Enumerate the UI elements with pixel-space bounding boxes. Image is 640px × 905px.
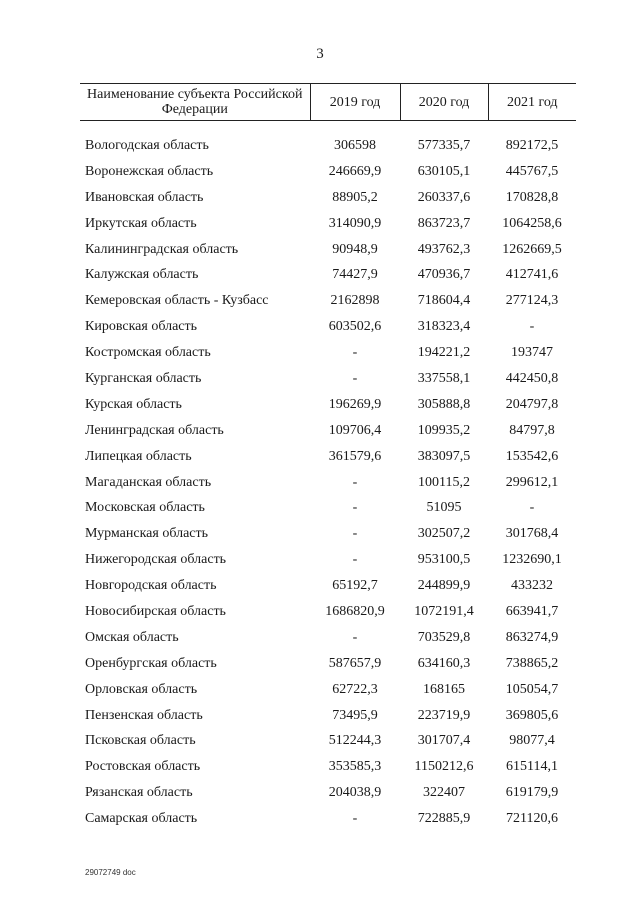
region-name: Псковская область [85, 733, 196, 749]
value-2021: 204797,8 [505, 396, 559, 412]
value-2021: 442450,8 [505, 370, 559, 386]
table-row [80, 651, 576, 677]
table-row [80, 133, 576, 159]
region-name: Оренбургская область [85, 655, 217, 671]
value-2019: 512244,3 [328, 733, 382, 749]
table-row [80, 211, 576, 237]
table-row [80, 314, 576, 340]
table-row [80, 159, 576, 185]
value-2019: 603502,6 [328, 319, 382, 335]
value-2021: 170828,8 [505, 189, 559, 205]
region-name: Нижегородская область [85, 552, 227, 568]
region-name: Ивановская область [85, 189, 204, 205]
value-2019: 587657,9 [328, 655, 382, 671]
region-name: Самарская область [85, 811, 198, 827]
table-row [80, 547, 576, 573]
region-name: Мурманская область [85, 526, 209, 542]
table-spacer [80, 121, 576, 134]
value-2021: 369805,6 [505, 707, 559, 723]
value-2021: 892172,5 [505, 137, 559, 153]
value-2019: 73495,9 [332, 707, 378, 723]
table-row [80, 677, 576, 703]
value-2019: 109706,4 [328, 422, 382, 438]
value-2019: 353585,3 [328, 759, 382, 775]
value-2019: 74427,9 [332, 267, 378, 283]
value-2021: 615114,1 [506, 759, 558, 775]
table-row [80, 262, 576, 288]
value-2019: 90948,9 [332, 241, 378, 257]
value-2020: 194221,2 [417, 345, 471, 361]
value-2020: 260337,6 [417, 189, 471, 205]
value-2020: 493762,3 [417, 241, 471, 257]
value-2020: 1150212,6 [414, 759, 474, 775]
table-row [80, 418, 576, 444]
value-2020: 168165 [423, 681, 465, 697]
value-2021: 738865,2 [505, 655, 559, 671]
table-body [80, 121, 576, 833]
value-2020: 301707,4 [417, 733, 471, 749]
page-number: 3 [316, 46, 324, 62]
region-name: Ленинградская область [85, 422, 224, 438]
region-name: Пензенская область [85, 707, 203, 723]
document-id: 29072749 doc [85, 868, 136, 877]
table-row [80, 340, 576, 366]
value-2021: 433232 [511, 578, 553, 594]
value-2019: - [352, 552, 358, 568]
value-2019: - [352, 629, 358, 645]
table-row [80, 780, 576, 806]
table-row [80, 392, 576, 418]
region-name: Вологодская область [85, 137, 209, 153]
region-name: Кемеровская область - Кузбасс [85, 293, 269, 309]
value-2021: 301768,4 [505, 526, 559, 542]
region-name: Новгородская область [85, 578, 217, 594]
region-name: Курганская область [85, 370, 202, 386]
table-row [80, 470, 576, 496]
table-row [80, 444, 576, 470]
value-2019: 1686820,9 [325, 603, 385, 619]
value-2020: 305888,8 [417, 396, 471, 412]
region-name: Кировская область [85, 319, 198, 335]
value-2019: 314090,9 [328, 215, 382, 231]
value-2019: 88905,2 [332, 189, 378, 205]
region-name: Омская область [85, 629, 179, 645]
value-2019: 204038,9 [328, 785, 382, 801]
value-2021: 105054,7 [505, 681, 559, 697]
value-2020: 109935,2 [417, 422, 471, 438]
value-2020: 322407 [423, 785, 465, 801]
value-2021: 277124,3 [505, 293, 559, 309]
region-name: Магаданская область [85, 474, 212, 490]
table-header-row [80, 84, 576, 121]
region-name: Липецкая область [85, 448, 192, 464]
region-name: Курская область [85, 396, 182, 412]
table-row [80, 521, 576, 547]
value-2020: 863723,7 [417, 215, 471, 231]
region-name: Иркутская область [85, 215, 197, 231]
value-2020: 223719,9 [417, 707, 471, 723]
table-row [80, 599, 576, 625]
value-2019: 65192,7 [332, 578, 378, 594]
region-name: Костромская область [85, 345, 211, 361]
value-2019: - [352, 526, 358, 542]
table-row [80, 703, 576, 729]
value-2020: 577335,7 [417, 137, 471, 153]
header-region-name: Наименование субъекта Российской Федерации [80, 84, 310, 121]
value-2021: - [529, 319, 535, 335]
value-2020: 718604,4 [417, 293, 471, 309]
value-2019: - [352, 345, 358, 361]
value-2020: 722885,9 [417, 811, 471, 827]
value-2019: 361579,6 [328, 448, 382, 464]
table-row [80, 237, 576, 263]
regions-table [80, 83, 576, 832]
table-row [80, 625, 576, 651]
value-2021: 98077,4 [509, 733, 555, 749]
value-2019: 2162898 [330, 293, 380, 309]
table-row [80, 288, 576, 314]
table-row [80, 806, 576, 832]
table-row [80, 185, 576, 211]
value-2021: 863274,9 [505, 629, 559, 645]
table-row [80, 573, 576, 599]
value-2021: 412741,6 [505, 267, 559, 283]
value-2021: 663941,7 [505, 603, 559, 619]
value-2021: - [529, 500, 535, 516]
value-2019: - [352, 811, 358, 827]
value-2019: - [352, 500, 358, 516]
value-2020: 302507,2 [417, 526, 471, 542]
table-row [80, 366, 576, 392]
value-2021: 84797,8 [509, 422, 555, 438]
value-2019: 306598 [334, 137, 376, 153]
table-row [80, 754, 576, 780]
value-2020: 470936,7 [417, 267, 471, 283]
value-2020: 703529,8 [417, 629, 471, 645]
value-2019: 246669,9 [328, 163, 382, 179]
value-2020: 100115,2 [418, 474, 470, 490]
header-year-2019: 2019 год [310, 84, 400, 121]
value-2020: 1072191,4 [414, 603, 474, 619]
value-2020: 634160,3 [417, 655, 471, 671]
region-name: Калужская область [85, 267, 199, 283]
value-2020: 51095 [426, 500, 462, 516]
region-name: Калининградская область [85, 241, 239, 257]
region-name: Воронежская область [85, 163, 214, 179]
value-2021: 721120,6 [506, 811, 558, 827]
value-2020: 383097,5 [417, 448, 471, 464]
value-2020: 337558,1 [417, 370, 471, 386]
value-2019: - [352, 474, 358, 490]
region-name: Ростовская область [85, 759, 201, 775]
value-2021: 1262669,5 [502, 241, 562, 257]
value-2021: 299612,1 [505, 474, 559, 490]
region-name: Рязанская область [85, 785, 193, 801]
value-2019: - [352, 370, 358, 386]
region-name: Новосибирская область [85, 603, 226, 619]
value-2021: 1064258,6 [502, 215, 562, 231]
table-row [80, 495, 576, 521]
value-2020: 318323,4 [417, 319, 471, 335]
region-name: Московская область [85, 500, 205, 516]
value-2020: 953100,5 [417, 552, 471, 568]
value-2020: 244899,9 [417, 578, 471, 594]
header-year-2021: 2021 год [488, 84, 576, 121]
value-2021: 153542,6 [505, 448, 559, 464]
value-2021: 619179,9 [505, 785, 559, 801]
value-2021: 445767,5 [505, 163, 559, 179]
value-2020: 630105,1 [417, 163, 471, 179]
value-2019: 196269,9 [328, 396, 382, 412]
region-name: Орловская область [85, 681, 198, 697]
value-2019: 62722,3 [332, 681, 378, 697]
value-2021: 193747 [511, 345, 553, 361]
table-row [80, 728, 576, 754]
header-year-2020: 2020 год [400, 84, 488, 121]
value-2021: 1232690,1 [502, 552, 562, 568]
